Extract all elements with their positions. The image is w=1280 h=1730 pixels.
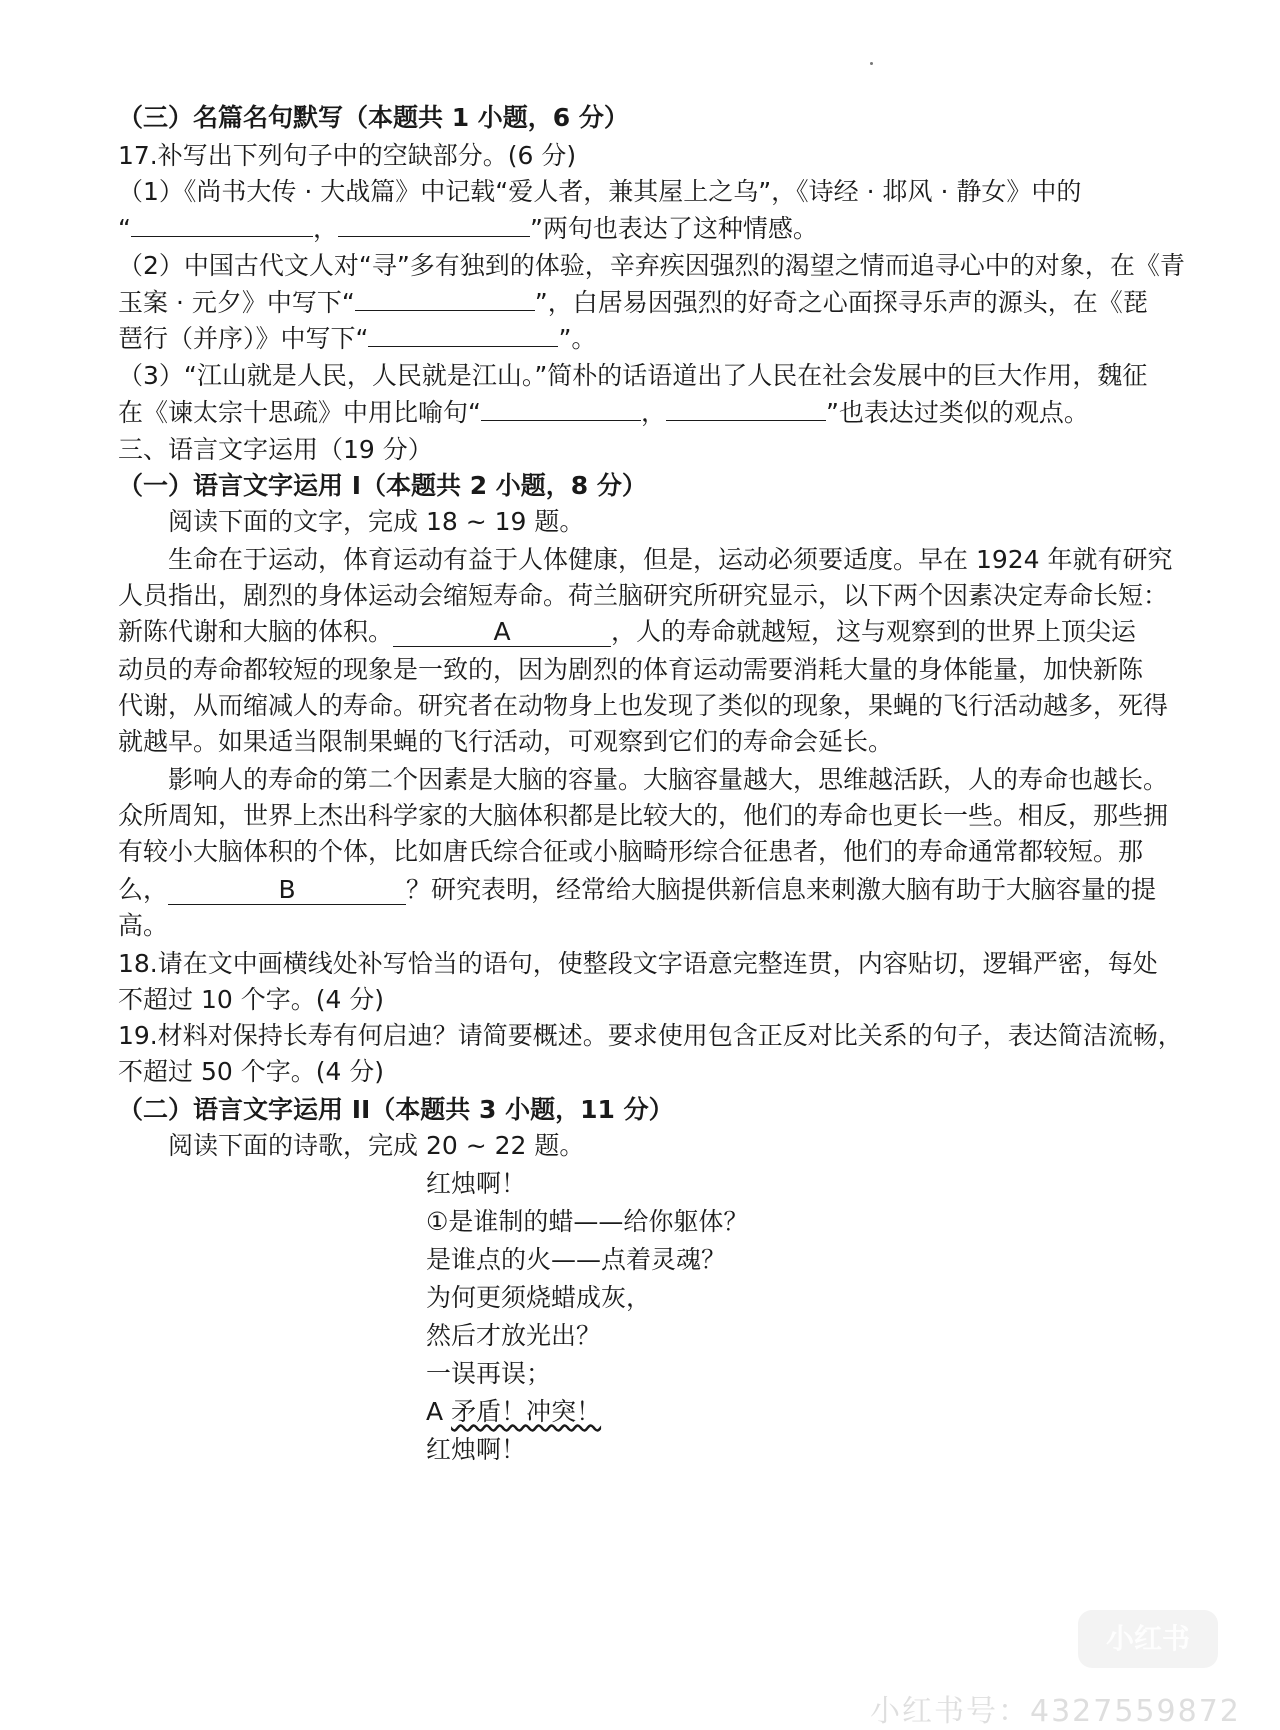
q17-part2-line2: 玉案 · 元夕》中写下“ ”，白居易因强烈的好奇之心面探寻乐声的源头，在《琵 [118, 282, 1168, 323]
passage-line: 动员的寿命都较短的现象是一致的，因为剧烈的体育运动需要消耗大量的身体能量，加快新陈 [118, 655, 1144, 684]
answer-blank[interactable] [368, 318, 558, 347]
passage-line: 新陈代谢和大脑的体积。 A ，人的寿命就越短，这与观察到的世界上顶尖运 [118, 617, 1137, 646]
answer-blank[interactable] [481, 392, 641, 421]
q17-part3-line2: 在《谏太宗十思疏》中用比喻句“ ， ”也表达过类似的观点。 [118, 392, 1168, 433]
reading-instruction-1: 阅读下面的文字，完成 18 ~ 19 题。 [168, 507, 585, 536]
passage-line: 么， B ？研究表明，经常给大脑提供新信息来刺激大脑有助于大脑容量的提 [118, 875, 1157, 904]
q19-line1: 19.材料对保持长寿有何启迪？请简要概述。要求使用包含正反对比关系的句子，表达简洁流畅， [118, 1021, 1183, 1050]
scan-speck [870, 62, 873, 65]
reading-instruction-2: 阅读下面的诗歌，完成 20 ~ 22 题。 [168, 1131, 585, 1160]
passage-line: 众所周知，世界上杰出科学家的大脑体积都是比较大的，他们的寿命也更长一些。相反，那些拥 [118, 801, 1169, 830]
subsection-1-header: （一）语言文字运用 I（本题共 2 小题，8 分） [118, 471, 647, 500]
answer-blank[interactable] [666, 392, 826, 421]
passage-line: 生命在于运动，体育运动有益于人体健康，但是，运动必须要适度。早在 1924 年就有研究 [168, 545, 1173, 574]
watermark-logo: 小红书 [1078, 1610, 1218, 1668]
poem-line: 然后才放光出？ [426, 1321, 602, 1350]
watermark-id: 小红书号：4327559872 [870, 1694, 1241, 1729]
q18-line2: 不超过 10 个字。(4 分) [118, 985, 385, 1014]
poem-line: 红烛啊！ [426, 1435, 527, 1464]
answer-blank[interactable] [355, 282, 535, 311]
passage-line: 有较小大脑体积的个体，比如唐氏综合征或小脑畸形综合征患者，他们的寿命通常都较短。那 [118, 837, 1144, 866]
blank-a[interactable]: A [393, 618, 611, 647]
q17-part2-line3: 琶行（并序）》中写下“ ”。 [118, 318, 1168, 359]
passage-line: 人员指出，剧烈的身体运动会缩短寿命。荷兰脑研究所研究显示，以下两个因素决定寿命长短： [118, 581, 1169, 610]
passage-line: 高。 [118, 911, 169, 940]
blank-b[interactable]: B [168, 876, 406, 905]
poem-line: 一误再误； [426, 1359, 552, 1388]
passage-line: 就越早。如果适当限制果蝇的飞行活动，可观察到它们的寿命会延长。 [118, 727, 894, 756]
answer-blank[interactable] [338, 208, 530, 237]
part-3-title: 三、语言文字运用（19 分） [118, 435, 433, 464]
poem-line: 红烛啊！ [426, 1169, 527, 1198]
subsection-2-header: （二）语言文字运用 II（本题共 3 小题，11 分） [118, 1095, 674, 1124]
poem-line: 是谁点的火——点着灵魂？ [426, 1245, 727, 1274]
poem-line: 为何更须烧蜡成灰， [426, 1283, 652, 1312]
passage-line: 影响人的寿命的第二个因素是大脑的容量。大脑容量越大，思维越活跃，人的寿命也越长。 [168, 765, 1169, 794]
answer-blank[interactable] [131, 208, 313, 237]
section-3-header: （三）名篇名句默写（本题共 1 小题，6 分） [118, 103, 629, 132]
poem-line: A 矛盾！冲突！ [426, 1397, 602, 1426]
q17-part2-line1: （2）中国古代文人对“寻”多有独到的体验，辛弃疾因强烈的渴望之情而追寻心中的对象，在《青 [118, 251, 1185, 280]
passage-line: 代谢，从而缩减人的寿命。研究者在动物身上也发现了类似的现象，果蝇的飞行活动越多，死得 [118, 691, 1169, 720]
q17-part1-line2: “ ， ”两句也表达了这种情感。 [118, 208, 1168, 249]
poem-line: ①是谁制的蜡——给你躯体？ [426, 1207, 749, 1236]
q17-part1-line1: （1）《尚书大传 · 大战篇》中记载“爱人者，兼其屋上之乌”，《诗经 · 邶风 · 静女》中的 [118, 177, 1082, 206]
q17-stem: 17.补写出下列句子中的空缺部分。(6 分) [118, 141, 577, 170]
q17-part3-line1: （3）“江山就是人民，人民就是江山。”简朴的话语道出了人民在社会发展中的巨大作用，魏征 [118, 361, 1148, 390]
q19-line2: 不超过 50 个字。(4 分) [118, 1057, 385, 1086]
wavy-underlined-text: 矛盾！冲突！ [451, 1397, 602, 1426]
q18-line1: 18.请在文中画横线处补写恰当的语句，使整段文字语意完整连贯，内容贴切，逻辑严密，每处 [118, 949, 1158, 978]
